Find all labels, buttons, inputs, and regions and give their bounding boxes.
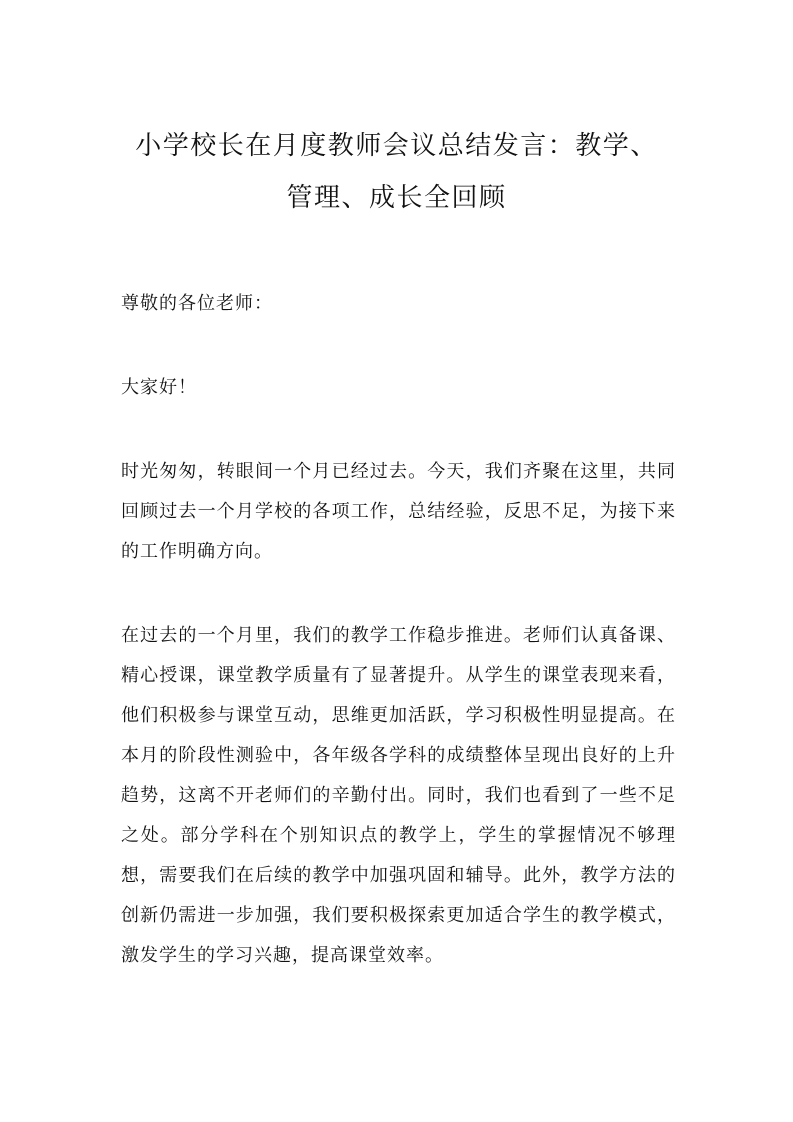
salutation: 尊敬的各位老师： <box>121 293 273 314</box>
title-line-1: 小学校长在月度教师会议总结发言：教学、 <box>135 131 658 161</box>
greeting: 大家好！ <box>121 377 197 398</box>
page-title <box>100 120 693 224</box>
title-line-2: 管理、成长全回顾 <box>286 183 507 213</box>
paragraph-teaching: 在过去的一个月里，我们的教学工作稳步推进。老师们认真备课、精心授课，课堂教学质量有了显著提升。从学生的课堂表现来看，他们积极参与课堂互动，思维更加活跃，学习积极性明显提高。在本月的阶段性测验中，各年级各学科的成绩整体呈现出良好的上升趋势，这离不开老师们的辛勤付出。同时，我们也看到了一些不足之处。部分学科在个别知识点的教学上，学生的掌握情况不够理想，需要我们在后续的教学中加强巩固和辅导。此外，教学方法的创新仍需进一步加强，我们要积极探索更加适合学生的教学模式，激发学生的学习兴趣，提高课堂效率。 <box>121 625 676 966</box>
paragraph-intro: 时光匆匆，转眼间一个月已经过去。今天，我们齐聚在这里，共同回顾过去一个月学校的各项工作，总结经验，反思不足，为接下来的工作明确方向。 <box>121 461 676 562</box>
